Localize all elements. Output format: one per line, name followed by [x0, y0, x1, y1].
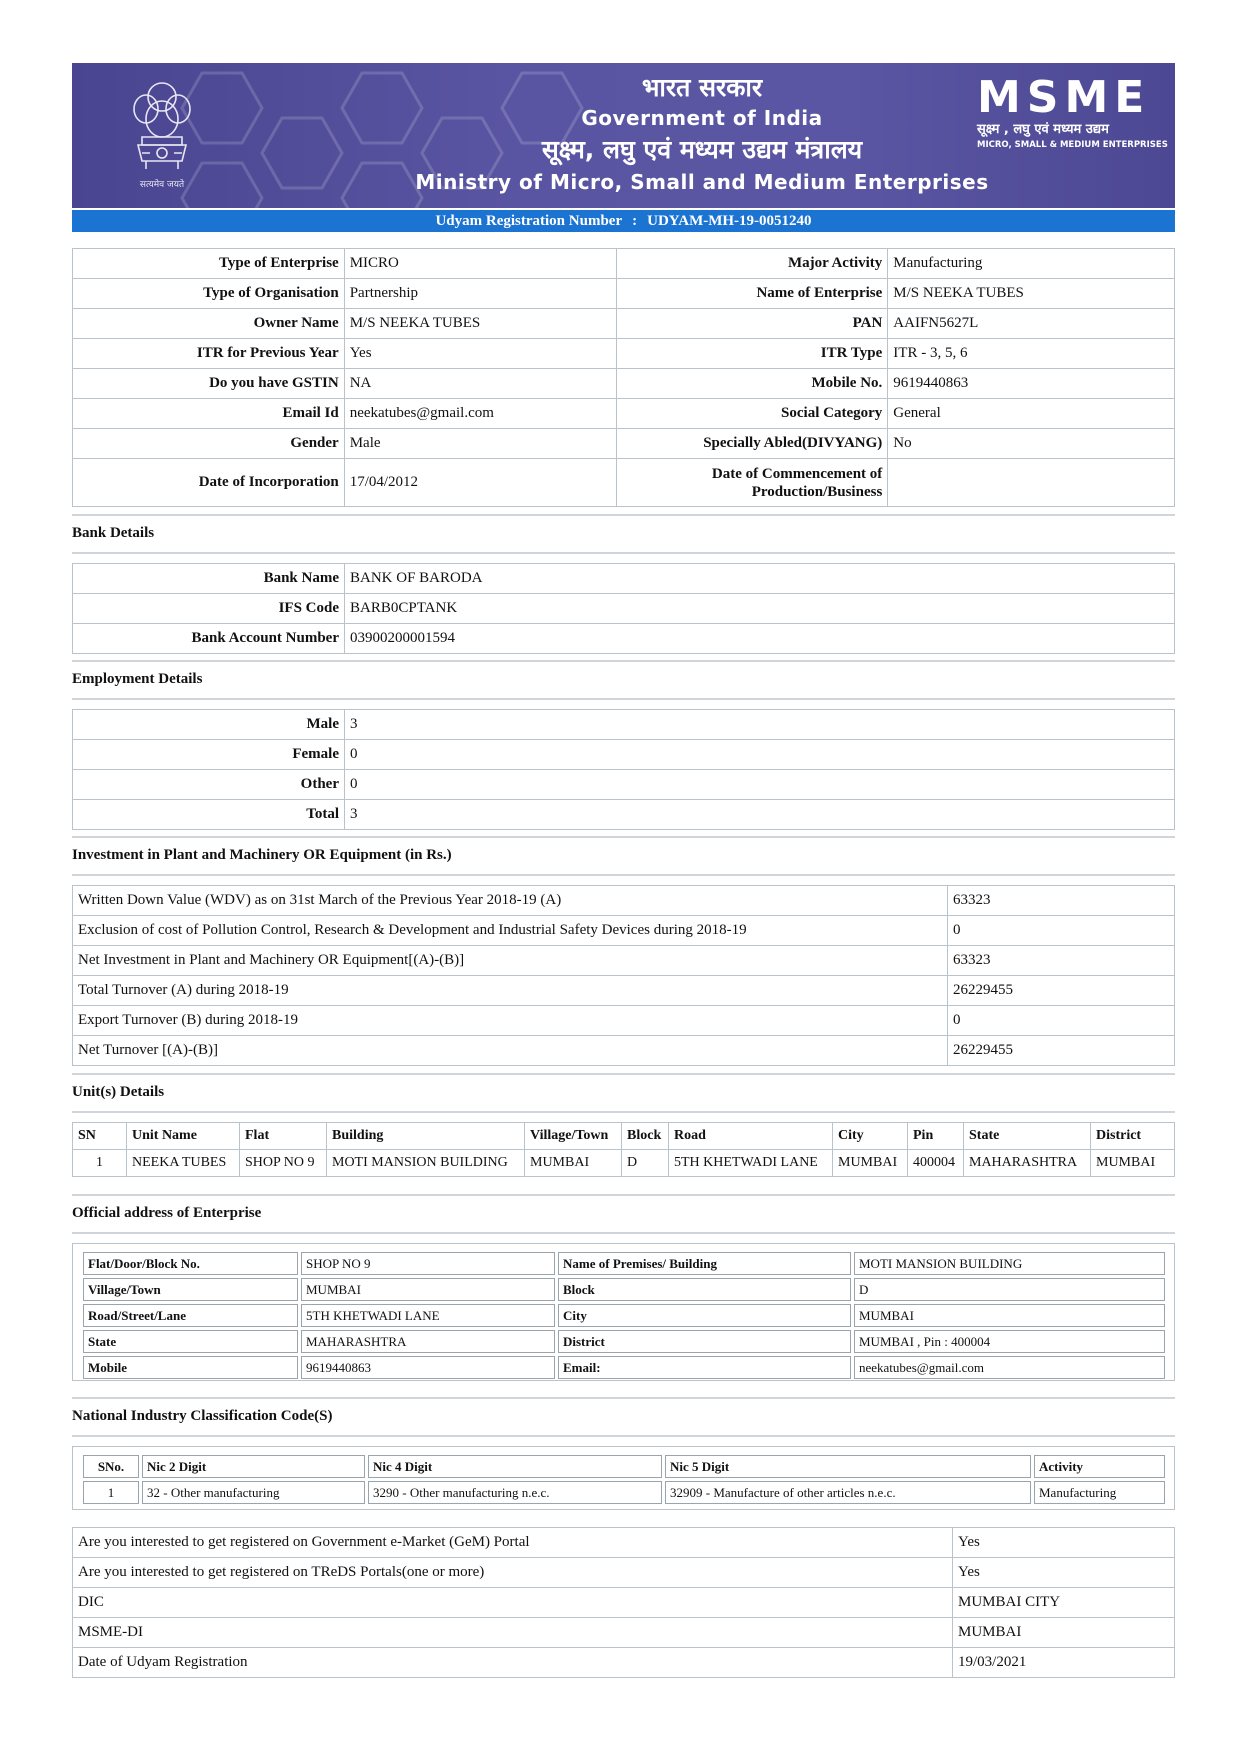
- address-label: Village/Town: [83, 1278, 298, 1301]
- nic-cell: 1: [83, 1481, 139, 1504]
- table-row: [73, 976, 1175, 1006]
- table-row: [73, 770, 1175, 800]
- field-value: No: [888, 429, 1175, 459]
- unit-cell: 400004: [908, 1150, 964, 1177]
- address-label: Mobile: [83, 1356, 298, 1379]
- field-label: ITR Type: [616, 339, 888, 369]
- address-value: MUMBAI , Pin : 400004: [854, 1330, 1165, 1353]
- field-value: neekatubes@gmail.com: [344, 399, 616, 429]
- investment-label: Net Investment in Plant and Machinery OR Equipment[(A)-(B)]: [73, 946, 948, 976]
- field-value: 9619440863: [888, 369, 1175, 399]
- national-emblem-icon: [120, 75, 204, 195]
- nic-title: National Industry Classification Code(S): [72, 1408, 333, 1424]
- table-row: [73, 624, 1175, 654]
- field-label: Owner Name: [73, 309, 345, 339]
- table-header-row: [83, 1455, 1165, 1478]
- address-label: Name of Premises/ Building: [558, 1252, 851, 1275]
- column-header: SN: [73, 1123, 127, 1150]
- table-row: [73, 740, 1175, 770]
- english-ministry-title: Ministry of Micro, Small and Medium Enterprises: [415, 170, 989, 194]
- official-address-table: [80, 1249, 1168, 1382]
- table-row: [73, 369, 1175, 399]
- address-value: D: [854, 1278, 1165, 1301]
- address-value: MAHARASHTRA: [301, 1330, 555, 1353]
- msme-logo-word: MSME: [977, 72, 1151, 123]
- header-banner: [72, 63, 1175, 208]
- field-value: AAIFN5627L: [888, 309, 1175, 339]
- table-row: [73, 800, 1175, 830]
- bank-details-title: Bank Details: [72, 525, 155, 541]
- other-value: Yes: [953, 1528, 1175, 1558]
- unit-cell: MUMBAI: [525, 1150, 622, 1177]
- field-label: Gender: [73, 429, 345, 459]
- nic-cell: 32 - Other manufacturing: [142, 1481, 365, 1504]
- enterprise-details-table: [72, 248, 1175, 507]
- section-divider: [72, 514, 1175, 516]
- section-divider: [72, 1397, 1175, 1399]
- other-label: Are you interested to get registered on TReDS Portals(one or more): [73, 1558, 953, 1588]
- field-label: Date of Commencement of Production/Business: [616, 459, 888, 507]
- table-row: [73, 594, 1175, 624]
- msme-logo: [977, 72, 1168, 151]
- field-label: Female: [73, 740, 345, 770]
- address-label: State: [83, 1330, 298, 1353]
- address-value: MUMBAI: [301, 1278, 555, 1301]
- field-label: ITR for Previous Year: [73, 339, 345, 369]
- field-value: M/S NEEKA TUBES: [344, 309, 616, 339]
- column-header: Nic 5 Digit: [665, 1455, 1031, 1478]
- investment-table: [72, 885, 1175, 1066]
- column-header: Village/Town: [525, 1123, 622, 1150]
- msme-logo-hindi: सूक्ष्म , लघु एवं मध्यम उद्यम: [977, 122, 1109, 137]
- address-value: SHOP NO 9: [301, 1252, 555, 1275]
- unit-cell: NEEKA TUBES: [127, 1150, 240, 1177]
- investment-label: Total Turnover (A) during 2018-19: [73, 976, 948, 1006]
- employment-details-table: [72, 709, 1175, 830]
- table-row: [73, 279, 1175, 309]
- unit-cell: MUMBAI: [833, 1150, 908, 1177]
- address-label: Email:: [558, 1356, 851, 1379]
- investment-value: 63323: [948, 886, 1175, 916]
- section-divider: [72, 1073, 1175, 1075]
- investment-title: Investment in Plant and Machinery OR Equipment (in Rs.): [72, 847, 452, 863]
- field-label: Other: [73, 770, 345, 800]
- column-header: Unit Name: [127, 1123, 240, 1150]
- section-divider: [72, 1435, 1175, 1437]
- table-row: [83, 1330, 1165, 1353]
- investment-label: Net Turnover [(A)-(B)]: [73, 1036, 948, 1066]
- other-label: Are you interested to get registered on Government e-Market (GeM) Portal: [73, 1528, 953, 1558]
- field-value: 17/04/2012: [344, 459, 616, 507]
- unit-cell: MAHARASHTRA: [964, 1150, 1091, 1177]
- column-header: Nic 2 Digit: [142, 1455, 365, 1478]
- field-label: Date of Incorporation: [73, 459, 345, 507]
- field-value: M/S NEEKA TUBES: [888, 279, 1175, 309]
- table-row: [73, 946, 1175, 976]
- field-value: BANK OF BARODA: [345, 564, 1175, 594]
- field-value: Partnership: [344, 279, 616, 309]
- field-label: Type of Organisation: [73, 279, 345, 309]
- field-value: BARB0CPTANK: [345, 594, 1175, 624]
- field-label: IFS Code: [73, 594, 345, 624]
- field-value: Manufacturing: [888, 249, 1175, 279]
- table-row: [73, 1618, 1175, 1648]
- section-divider: [72, 1232, 1175, 1234]
- other-label: Date of Udyam Registration: [73, 1648, 953, 1678]
- address-value: MUMBAI: [854, 1304, 1165, 1327]
- nic-cell: Manufacturing: [1034, 1481, 1165, 1504]
- field-label: Major Activity: [616, 249, 888, 279]
- hindi-ministry-title: सूक्ष्म, लघु एवं मध्यम उद्यम मंत्रालय: [541, 135, 863, 164]
- section-divider: [72, 552, 1175, 554]
- field-label: Specially Abled(DIVYANG): [616, 429, 888, 459]
- investment-label: Export Turnover (B) during 2018-19: [73, 1006, 948, 1036]
- unit-cell: MOTI MANSION BUILDING: [327, 1150, 525, 1177]
- unit-cell: MUMBAI: [1091, 1150, 1175, 1177]
- section-divider: [72, 1194, 1175, 1196]
- registration-separator: :: [632, 213, 638, 229]
- field-label: Type of Enterprise: [73, 249, 345, 279]
- column-header: Road: [669, 1123, 833, 1150]
- unit-cell: D: [622, 1150, 669, 1177]
- table-row: [73, 459, 1175, 507]
- registration-number-bar: [72, 210, 1175, 232]
- table-row: [83, 1356, 1165, 1379]
- table-row: [73, 564, 1175, 594]
- table-row: [73, 249, 1175, 279]
- field-value: Yes: [344, 339, 616, 369]
- investment-value: 0: [948, 1006, 1175, 1036]
- unit-cell: 5TH KHETWADI LANE: [669, 1150, 833, 1177]
- units-details-title: Unit(s) Details: [72, 1084, 165, 1100]
- unit-cell: 1: [73, 1150, 127, 1177]
- field-label: Social Category: [616, 399, 888, 429]
- field-label: Email Id: [73, 399, 345, 429]
- section-divider: [72, 836, 1175, 838]
- other-value: MUMBAI CITY: [953, 1588, 1175, 1618]
- table-row: [73, 886, 1175, 916]
- employment-details-title: Employment Details: [72, 671, 203, 687]
- field-value: 0: [345, 740, 1175, 770]
- field-value: ITR - 3, 5, 6: [888, 339, 1175, 369]
- address-value: 5TH KHETWADI LANE: [301, 1304, 555, 1327]
- official-address-title: Official address of Enterprise: [72, 1205, 262, 1221]
- table-header-row: [73, 1123, 1175, 1150]
- english-government-title: Government of India: [581, 106, 823, 130]
- table-row: [73, 1528, 1175, 1558]
- section-divider: [72, 698, 1175, 700]
- column-header: SNo.: [83, 1455, 139, 1478]
- field-value: Male: [344, 429, 616, 459]
- other-value: 19/03/2021: [953, 1648, 1175, 1678]
- table-row: [73, 710, 1175, 740]
- investment-label: Written Down Value (WDV) as on 31st March of the Previous Year 2018-19 (A): [73, 886, 948, 916]
- registration-number-label: Udyam Registration Number: [435, 213, 623, 229]
- nic-cell: 32909 - Manufacture of other articles n.e.c.: [665, 1481, 1031, 1504]
- other-details-table: [72, 1527, 1175, 1678]
- table-row: [73, 339, 1175, 369]
- table-row: [83, 1278, 1165, 1301]
- table-row: [73, 1036, 1175, 1066]
- field-value: General: [888, 399, 1175, 429]
- column-header: Pin: [908, 1123, 964, 1150]
- investment-value: 63323: [948, 946, 1175, 976]
- table-row: [73, 1006, 1175, 1036]
- field-value: NA: [344, 369, 616, 399]
- field-label: Mobile No.: [616, 369, 888, 399]
- other-value: MUMBAI: [953, 1618, 1175, 1648]
- table-row: [73, 309, 1175, 339]
- table-row: [73, 1588, 1175, 1618]
- address-label: District: [558, 1330, 851, 1353]
- column-header: Block: [622, 1123, 669, 1150]
- other-label: MSME-DI: [73, 1618, 953, 1648]
- field-value: 3: [345, 710, 1175, 740]
- header-titles: [372, 73, 1032, 197]
- bank-details-table: [72, 563, 1175, 654]
- address-value: neekatubes@gmail.com: [854, 1356, 1165, 1379]
- table-row: [73, 429, 1175, 459]
- field-label: Bank Name: [73, 564, 345, 594]
- column-header: Nic 4 Digit: [368, 1455, 662, 1478]
- registration-number-value: UDYAM-MH-19-0051240: [647, 213, 812, 229]
- table-row: [73, 916, 1175, 946]
- units-table: [72, 1122, 1175, 1177]
- field-value: 3: [345, 800, 1175, 830]
- address-label: Flat/Door/Block No.: [83, 1252, 298, 1275]
- field-label: Do you have GSTIN: [73, 369, 345, 399]
- address-label: Block: [558, 1278, 851, 1301]
- field-label: PAN: [616, 309, 888, 339]
- hindi-government-title: भारत सरकार: [641, 73, 763, 102]
- emblem-caption: सत्यमेव जयते: [139, 180, 185, 190]
- table-row: [83, 1304, 1165, 1327]
- column-header: District: [1091, 1123, 1175, 1150]
- nic-table: [80, 1452, 1168, 1507]
- column-header: State: [964, 1123, 1091, 1150]
- investment-value: 0: [948, 916, 1175, 946]
- field-value: MICRO: [344, 249, 616, 279]
- field-label: Bank Account Number: [73, 624, 345, 654]
- section-divider: [72, 874, 1175, 876]
- investment-label: Exclusion of cost of Pollution Control, Research & Development and Industrial Safety Devices during 2018-19: [73, 916, 948, 946]
- other-label: DIC: [73, 1588, 953, 1618]
- nic-cell: 3290 - Other manufacturing n.e.c.: [368, 1481, 662, 1504]
- field-label: Name of Enterprise: [616, 279, 888, 309]
- address-value: MOTI MANSION BUILDING: [854, 1252, 1165, 1275]
- field-label: Total: [73, 800, 345, 830]
- section-divider: [72, 1111, 1175, 1113]
- field-value: 0: [345, 770, 1175, 800]
- table-row: [73, 1648, 1175, 1678]
- table-row: [73, 1558, 1175, 1588]
- column-header: Activity: [1034, 1455, 1165, 1478]
- investment-value: 26229455: [948, 976, 1175, 1006]
- address-label: City: [558, 1304, 851, 1327]
- field-label: Male: [73, 710, 345, 740]
- other-value: Yes: [953, 1558, 1175, 1588]
- msme-logo-english: MICRO, SMALL & MEDIUM ENTERPRISES: [977, 140, 1168, 150]
- investment-value: 26229455: [948, 1036, 1175, 1066]
- section-divider: [72, 660, 1175, 662]
- address-value: 9619440863: [301, 1356, 555, 1379]
- table-row: [73, 399, 1175, 429]
- column-header: City: [833, 1123, 908, 1150]
- column-header: Building: [327, 1123, 525, 1150]
- table-row: [83, 1252, 1165, 1275]
- table-row: [83, 1481, 1165, 1504]
- column-header: Flat: [240, 1123, 327, 1150]
- unit-cell: SHOP NO 9: [240, 1150, 327, 1177]
- field-value: 03900200001594: [345, 624, 1175, 654]
- table-row: [73, 1150, 1175, 1177]
- address-label: Road/Street/Lane: [83, 1304, 298, 1327]
- field-value: [888, 459, 1175, 507]
